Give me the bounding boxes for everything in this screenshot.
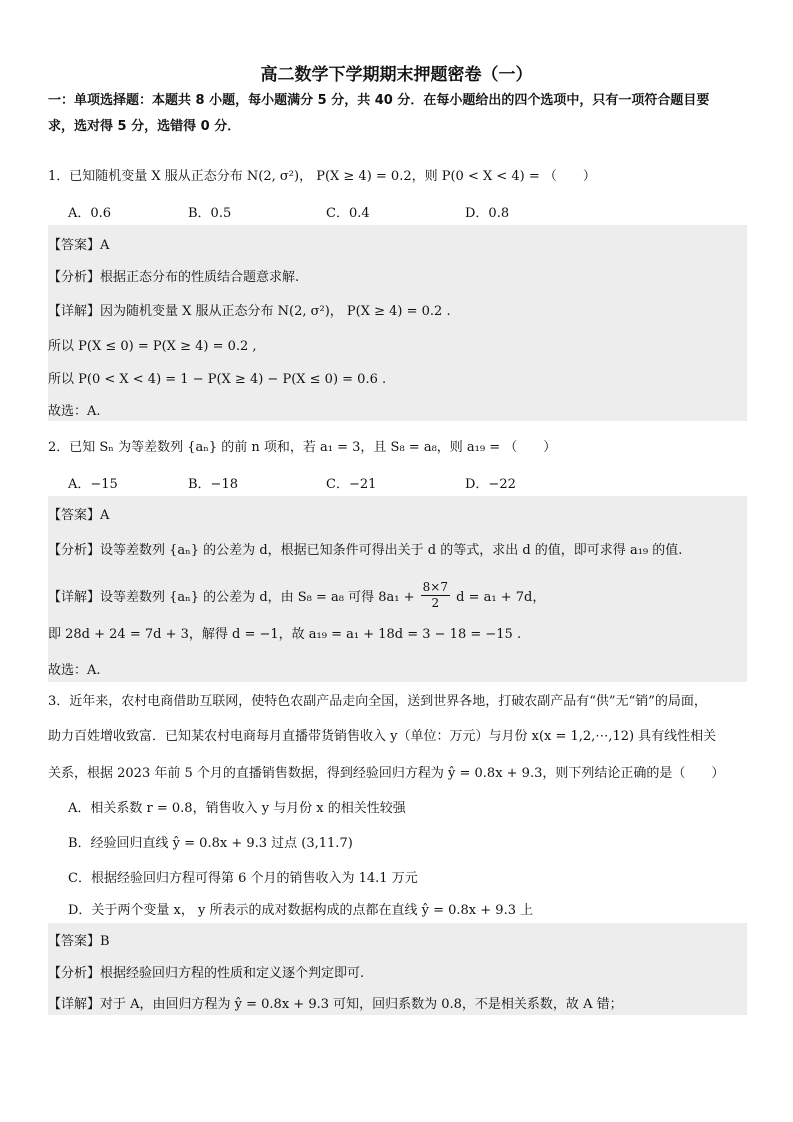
question-3-stem-line-1: 3．近年来，农村电商借助互联网，使特色农副产品走向全国，送到世界各地，打破农副产品有“供”无“销”的局面， xyxy=(48,694,707,709)
question-3-option-c: C．根据经验回归方程可得第 6 个月的销售收入为 14.1 万元 xyxy=(68,871,418,886)
question-3-stem-line-3: 关系，根据 2023 年前 5 个月的直播销售数据，得到经验回归方程为 ŷ = 0.8x + 9.3，则下列结论正确的是（ ） xyxy=(48,766,725,781)
question-2-choose: 故选：A. xyxy=(48,663,101,678)
question-1-choose: 故选：A. xyxy=(48,404,101,419)
question-3-option-b: B．经验回归直线 ŷ = 0.8x + 9.3 过点 (3,11.7) xyxy=(68,836,353,851)
question-1-option-a: A．0.6 xyxy=(68,206,112,221)
question-1-option-b: B．0.5 xyxy=(188,206,232,221)
question-3-detail: 【详解】对于 A，由回归方程为 ŷ = 0.8x + 9.3 可知，回归系数为 0.8，不是相关系数，故 A 错； xyxy=(48,997,623,1012)
fraction-denominator: 2 xyxy=(431,596,440,610)
section-header-line1: 一：单项选择题：本题共 8 小题，每小题满分 5 分，共 40 分．在每小题给出的四个选项中，只有一项符合题目要 xyxy=(48,93,710,108)
question-1-option-d: D．0.8 xyxy=(465,206,510,221)
question-2-analysis: 【分析】设等差数列 {aₙ} 的公差为 d，根据已知条件可得出关于 d 的等式，求出 d 的值，即可求得 a₁₉ 的值. xyxy=(48,543,683,558)
question-3-option-d: D．关于两个变量 x， y 所表示的成对数据构成的点都在直线 ŷ = 0.8x + 9.3 上 xyxy=(68,903,534,918)
question-1-option-c: C．0.4 xyxy=(326,206,370,221)
question-2-detail xyxy=(48,582,545,613)
question-1-solution-box xyxy=(48,225,747,421)
question-2-option-c: C．−21 xyxy=(326,477,377,492)
section-header-line2: 求，选对得 5 分，选错得 0 分． xyxy=(48,119,241,134)
question-2-option-d: D．−22 xyxy=(465,477,516,492)
question-2-step-1: 即 28d + 24 = 7d + 3，解得 d = −1，故 a₁₉ = a₁ + 18d = 3 − 18 = −15 . xyxy=(48,627,522,642)
question-3-answer: 【答案】B xyxy=(48,934,110,949)
section-header xyxy=(48,88,748,140)
question-1-stem: 1．已知随机变量 X 服从正态分布 N(2, σ²)， P(X ≥ 4) = 0.2，则 P(0 < X < 4) = （ ） xyxy=(48,169,596,184)
question-2-detail-pre: 【详解】设等差数列 {aₙ} 的公差为 d，由 S₈ = a₈ 可得 8a₁ + xyxy=(48,590,415,605)
question-1-answer: 【答案】A xyxy=(48,238,110,253)
question-2-fraction xyxy=(421,580,450,611)
question-3-analysis: 【分析】根据经验回归方程的性质和定义逐个判定即可. xyxy=(48,966,365,981)
question-2-stem: 2．已知 Sₙ 为等差数列 {aₙ} 的前 n 项和，若 a₁ = 3，且 S₈ = a₈，则 a₁₉ = （ ） xyxy=(48,440,557,455)
page-title: 高二数学下学期期末押题密卷（一） xyxy=(260,65,533,85)
question-1-step-1: 所以 P(X ≤ 0) = P(X ≥ 4) = 0.2 , xyxy=(48,339,257,354)
question-3-option-a: A．相关系数 r = 0.8，销售收入 y 与月份 x 的相关性较强 xyxy=(68,801,406,816)
question-3-stem-line-2: 助力百姓增收致富．已知某农村电商每月直播带货销售收入 y（单位：万元）与月份 x(x = 1,2,⋯,12) 具有线性相关 xyxy=(48,729,717,744)
question-2-answer: 【答案】A xyxy=(48,508,110,523)
question-2-option-a: A．−15 xyxy=(68,477,118,492)
question-2-option-b: B．−18 xyxy=(188,477,238,492)
question-1-analysis: 【分析】根据正态分布的性质结合题意求解. xyxy=(48,270,300,285)
fraction-numerator: 8×7 xyxy=(422,580,448,594)
question-2-detail-post: d = a₁ + 7d， xyxy=(456,590,546,605)
question-1-step-2: 所以 P(0 < X < 4) = 1 − P(X ≥ 4) − P(X ≤ 0) = 0.6 . xyxy=(48,372,387,387)
question-1-detail: 【详解】因为随机变量 X 服从正态分布 N(2, σ²)， P(X ≥ 4) = 0.2 . xyxy=(48,304,451,319)
